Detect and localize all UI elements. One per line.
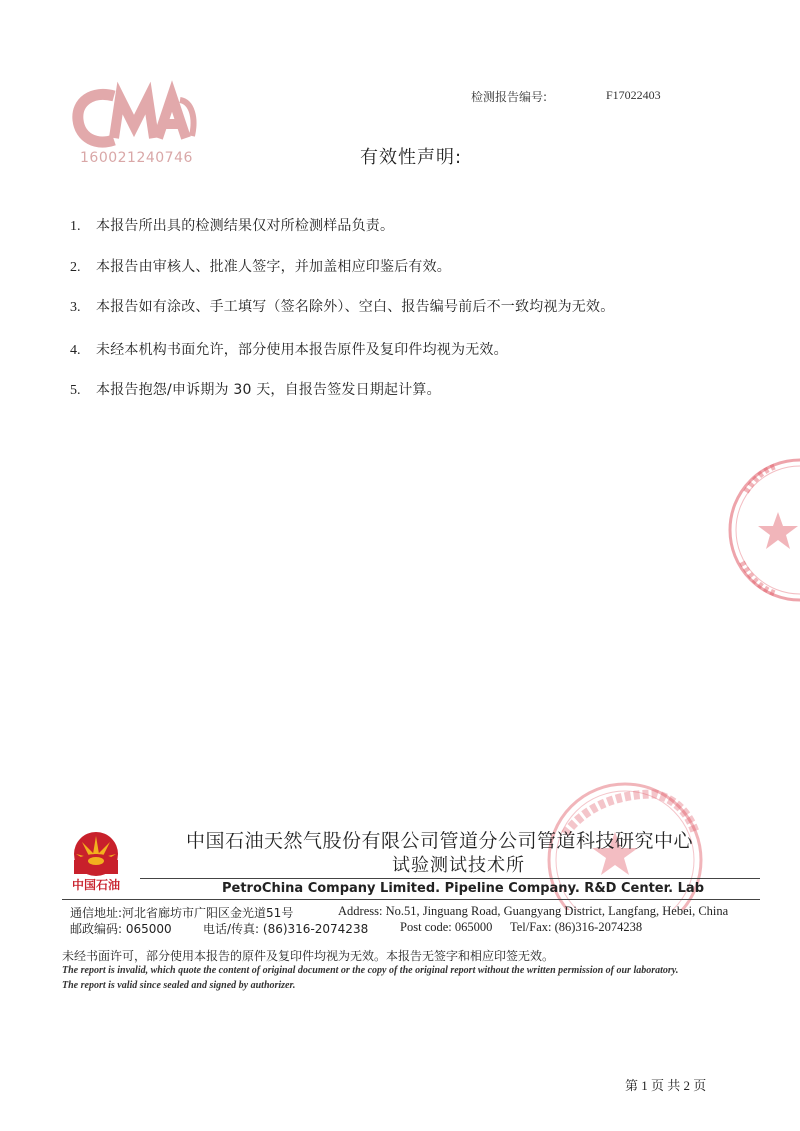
- department-name: 试验测试技术所: [392, 855, 525, 876]
- clause-text: 本报告如有涂改、手工填写（签名除外）、空白、报告编号前后不一致均视为无效。: [96, 299, 615, 315]
- clause-number: 3.: [70, 300, 81, 315]
- validity-clause: [70, 215, 394, 235]
- organization-english-name: PetroChina Company Limited. Pipeline Company. R&D Center. Lab: [222, 881, 705, 896]
- report-number-value: F17022403: [606, 88, 661, 102]
- clause-text: 本报告所出具的检测结果仅对所检测样品负责。: [96, 218, 395, 234]
- clause-number: 4.: [70, 343, 81, 358]
- clause-number: 1.: [70, 219, 81, 234]
- validity-clause: [70, 339, 508, 359]
- validity-clause: [70, 256, 451, 276]
- validity-clause: [70, 296, 614, 316]
- report-number-label: 检测报告编号:: [471, 90, 548, 104]
- clause-number: 5.: [70, 383, 81, 398]
- postcode-en-text: Post code: 065000: [400, 920, 493, 934]
- postcode-cn: 邮政编码: 065000: [70, 922, 172, 936]
- organization-name: 中国石油天然气股份有限公司管道分公司管道科技研究中心: [186, 830, 694, 852]
- clause-text: 本报告由审核人、批准人签字，并加盖相应印鉴后有效。: [96, 259, 451, 275]
- phone-cn: 电话/传真: (86)316-2074238: [203, 922, 369, 936]
- footer-divider: [140, 878, 760, 879]
- official-seal-stamp: [728, 452, 800, 612]
- footer-divider: [62, 899, 760, 900]
- clause-number: 2.: [70, 260, 81, 275]
- disclaimer-en-2: The report is valid since sealed and signed by authorizer.: [62, 980, 296, 991]
- address-en: [338, 904, 728, 919]
- page-title: 有效性声明:: [360, 147, 463, 168]
- petrochina-logo-icon: [68, 828, 128, 878]
- clause-text: 未经本机构书面允许，部分使用本报告原件及复印件均视为无效。: [96, 342, 508, 358]
- disclaimer-cn: 未经书面许可，部分使用本报告的原件及复印件均视为无效。本报告无签字和相应印签无效。: [62, 949, 555, 963]
- address-en-text: Address: No.51, Jinguang Road, Guangyang District, Langfang, Hebei, China: [338, 904, 729, 918]
- postcode-en: [400, 920, 492, 935]
- cma-certificate-number: 160021240746: [80, 150, 193, 166]
- clause-text: 本报告抱怨/申诉期为 30 天，自报告签发日期起计算。: [96, 382, 441, 398]
- phone-en: [510, 920, 642, 935]
- validity-clause: [70, 379, 441, 399]
- disclaimer-en-1: The report is invalid, which quote the content of original document or the copy of the original report without the written permission of our laboratory.: [62, 965, 679, 976]
- phone-en-text: Tel/Fax: (86)316-2074238: [510, 920, 643, 934]
- page-indicator: 第 1 页 共 2 页: [625, 1078, 707, 1093]
- company-logo-text: 中国石油: [72, 878, 121, 892]
- address-cn: 通信地址:河北省廊坊市广阳区金光道51号: [70, 906, 294, 920]
